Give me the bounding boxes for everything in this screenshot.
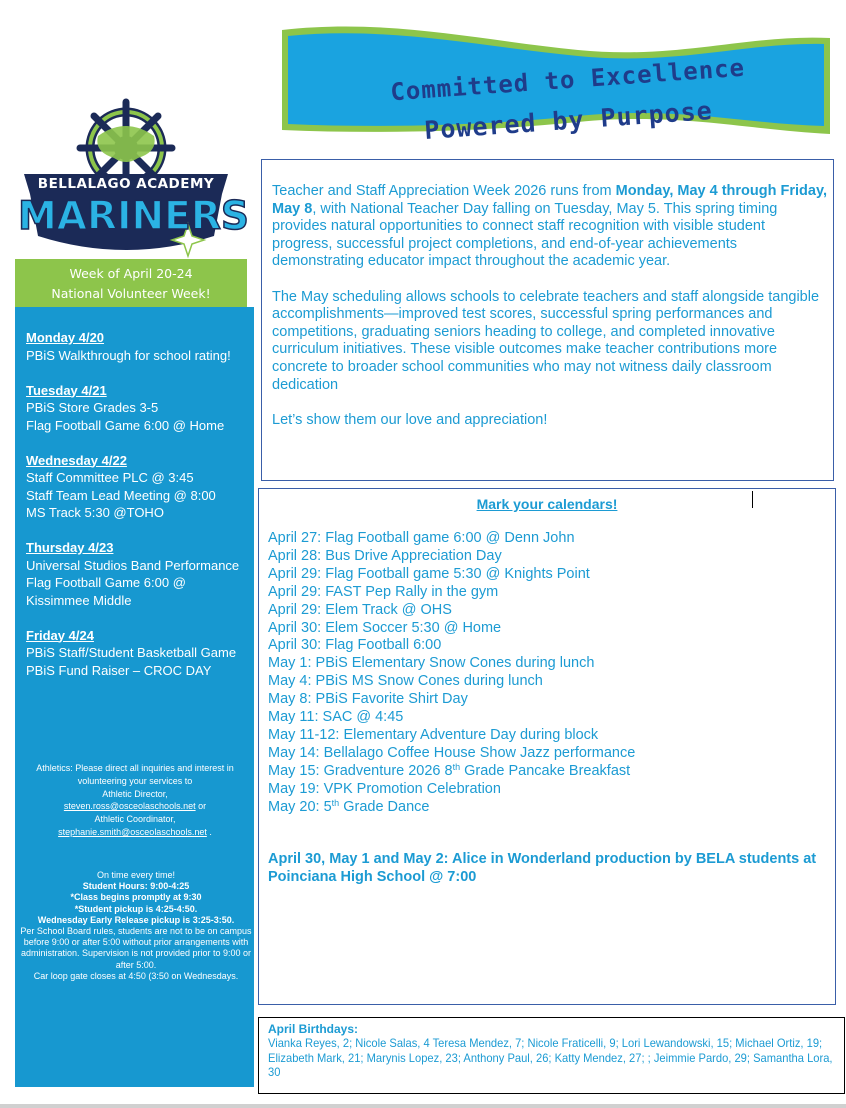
calendar-box: [258, 488, 836, 1005]
week-dates: Week of April 20-24: [69, 266, 193, 281]
calendar-event: April 29: FAST Pep Rally in the gym: [268, 583, 499, 600]
calendar-event: May 14: Bellalago Coffee House Show Jazz performance: [268, 744, 636, 761]
athletics-or: or: [195, 801, 207, 812]
week-theme: National Volunteer Week!: [51, 286, 211, 301]
calendar-event: May 11: SAC @ 4:45: [268, 709, 404, 726]
intro-paragraph-1: Teacher and Staff Appreciation Week 2026 runs from Monday, May 4 through Friday, May 8, with National Teacher Day falling on Tuesday, May 5. This spring timing provides natural opportunities to connect staff recognition with visible student progress, successful project completions, and end-of-year achievements demonstrating educator impact throughout the academic year.: [272, 183, 827, 270]
calendar-event: April 30: Flag Football 6:00: [268, 637, 442, 654]
school-logo: [18, 96, 249, 266]
athletics-text: Athletics: Please direct all inquiries and interest in volunteering your services to: [36, 763, 234, 786]
schedule-day-title: Friday 4/24: [26, 627, 94, 643]
schedule-item: Universal Studios Band Performance: [26, 557, 240, 573]
schedule-day-title: Monday 4/20: [26, 330, 105, 345]
athletics-info: [21, 762, 249, 839]
hours-class-begins: *Class begins promptly at 9:30: [70, 892, 202, 903]
birthdays-text: [268, 1022, 838, 1080]
schedule-item: Staff Team Lead Meeting @ 8:00: [26, 487, 216, 503]
calendar-event: April 29: Elem Track @ OHS: [268, 601, 452, 618]
schedule-day: [26, 452, 248, 522]
athletics-role: Athletic Director,: [102, 788, 168, 799]
birthdays-title: April Birthdays:: [268, 1022, 359, 1036]
intro-paragraph-3: Let’s show them our love and appreciation!: [272, 411, 548, 428]
page-bottom-rule: [0, 1104, 846, 1108]
calendar-event: April 30: Elem Soccer 5:30 @ Home: [268, 619, 502, 636]
week-banner: [15, 259, 247, 307]
appreciation-week-text: [272, 183, 827, 447]
schedule-item: Staff Committee PLC @ 3:45: [26, 470, 194, 485]
schedule-day: [26, 627, 248, 680]
schedule-item: PBiS Walkthrough for school rating!: [26, 347, 231, 363]
hours-rules: Per School Board rules, students are not to be on campus before 9:00 or after 5:00 without prior arrangements with administration. Supervision is not provided prior to 9:00 or after 5:00.: [20, 926, 252, 970]
calendar-event: May 19: VPK Promotion Celebration: [268, 780, 501, 797]
schedule-day-title: Thursday 4/23: [26, 540, 114, 555]
athletics-end: .: [206, 826, 212, 837]
appreciation-week-box: [261, 159, 834, 481]
text-cursor: [752, 491, 753, 508]
production-note: April 30, May 1 and May 2: Alice in Wonderland production by BELA students at Poinciana High School @ 7:00: [268, 851, 817, 885]
sidebar: [15, 307, 254, 1087]
schedule-day-title: Tuesday 4/21: [26, 382, 107, 398]
intro-paragraph-2: The May scheduling allows schools to celebrate teachers and staff alongside tangible accomplishments—improved test scores, successful spring performances and competitions, graduating seniors heading to college, and completed innovative curriculum initiatives. These visible outcomes make teacher contributions more concrete to broader school communities who may not witness daily classroom dedication: [272, 288, 820, 393]
birthdays-box: [258, 1017, 845, 1094]
calendar-event: May 1: PBiS Elementary Snow Cones during lunch: [268, 655, 595, 672]
schedule-day-title: Wednesday 4/22: [26, 452, 127, 468]
schedule-day: [26, 329, 248, 364]
athletic-coordinator-email-link[interactable]: stephanie.smith@osceolaschools.net: [58, 826, 207, 837]
hours-tagline: On time every time!: [96, 870, 176, 880]
schedule-item: MS Track 5:30 @TOHO: [26, 505, 164, 520]
calendar-event: May 4: PBiS MS Snow Cones during lunch: [268, 673, 543, 690]
header-banner: [278, 22, 834, 146]
calendar-events: [268, 530, 833, 817]
calendar-event: May 8: PBiS Favorite Shirt Day: [268, 691, 468, 708]
school-hours-info: [19, 870, 253, 982]
hours-pickup: *Student pickup is 4:25-4:50.: [74, 903, 198, 914]
weekly-schedule: [26, 329, 248, 697]
calendar-event: May 15: Gradventure 2026 8th Grade Pancake Breakfast: [268, 761, 631, 779]
calendar-event: May 11-12: Elementary Adventure Day during block: [268, 726, 599, 743]
calendar-event: April 27: Flag Football game 6:00 @ Denn John: [268, 530, 575, 546]
calendar-title: Mark your calendars!: [476, 496, 618, 512]
schedule-day: [26, 539, 248, 609]
birthdays-names: Vianka Reyes, 2; Nicole Salas, 4 Teresa Mendez, 7; Nicole Fraticelli, 9; Lori Lewandowski, 15; Michael Ortiz, 19; Elizabeth Mark, 21; Marynis Lopez, 23; Anthony Paul, 26; Katty Mendez, 27; ; Jeimmie Pardo, 29; Samantha Lora, 30: [268, 1036, 833, 1080]
banner-line-1: Committed to Excellence: [389, 53, 746, 107]
hours-car-loop: Car loop gate closes at 4:50 (3:50 on Wednesdays.: [33, 970, 239, 981]
schedule-item: PBiS Store Grades 3-5: [26, 400, 159, 415]
athletic-director-email-link[interactable]: steven.ross@osceolaschools.net: [63, 801, 196, 812]
schedule-item: Flag Football Game 6:00 @ Kissimmee Middle: [26, 575, 186, 608]
schedule-day: [26, 382, 248, 435]
logo-school-name: BELLALAGO ACADEMY: [37, 176, 215, 192]
schedule-item: PBiS Fund Raiser – CROC DAY: [26, 662, 212, 678]
hours-wednesday: Wednesday Early Release pickup is 3:25-3:50.: [37, 914, 235, 925]
calendar-event: April 29: Flag Football game 5:30 @ Knights Point: [268, 565, 590, 582]
banner-line-2: Powered by Purpose: [423, 95, 714, 146]
hours-student: Student Hours: 9:00-4:25: [82, 881, 190, 892]
schedule-item: Flag Football Game 6:00 @ Home: [26, 417, 225, 433]
calendar-event: May 20: 5th Grade Dance: [268, 797, 430, 815]
athletics-role: Athletic Coordinator,: [94, 814, 176, 825]
logo-mascot-name: MARINERS: [18, 194, 249, 239]
schedule-item: PBiS Staff/Student Basketball Game: [26, 645, 237, 660]
calendar-event: April 28: Bus Drive Appreciation Day: [268, 547, 502, 564]
